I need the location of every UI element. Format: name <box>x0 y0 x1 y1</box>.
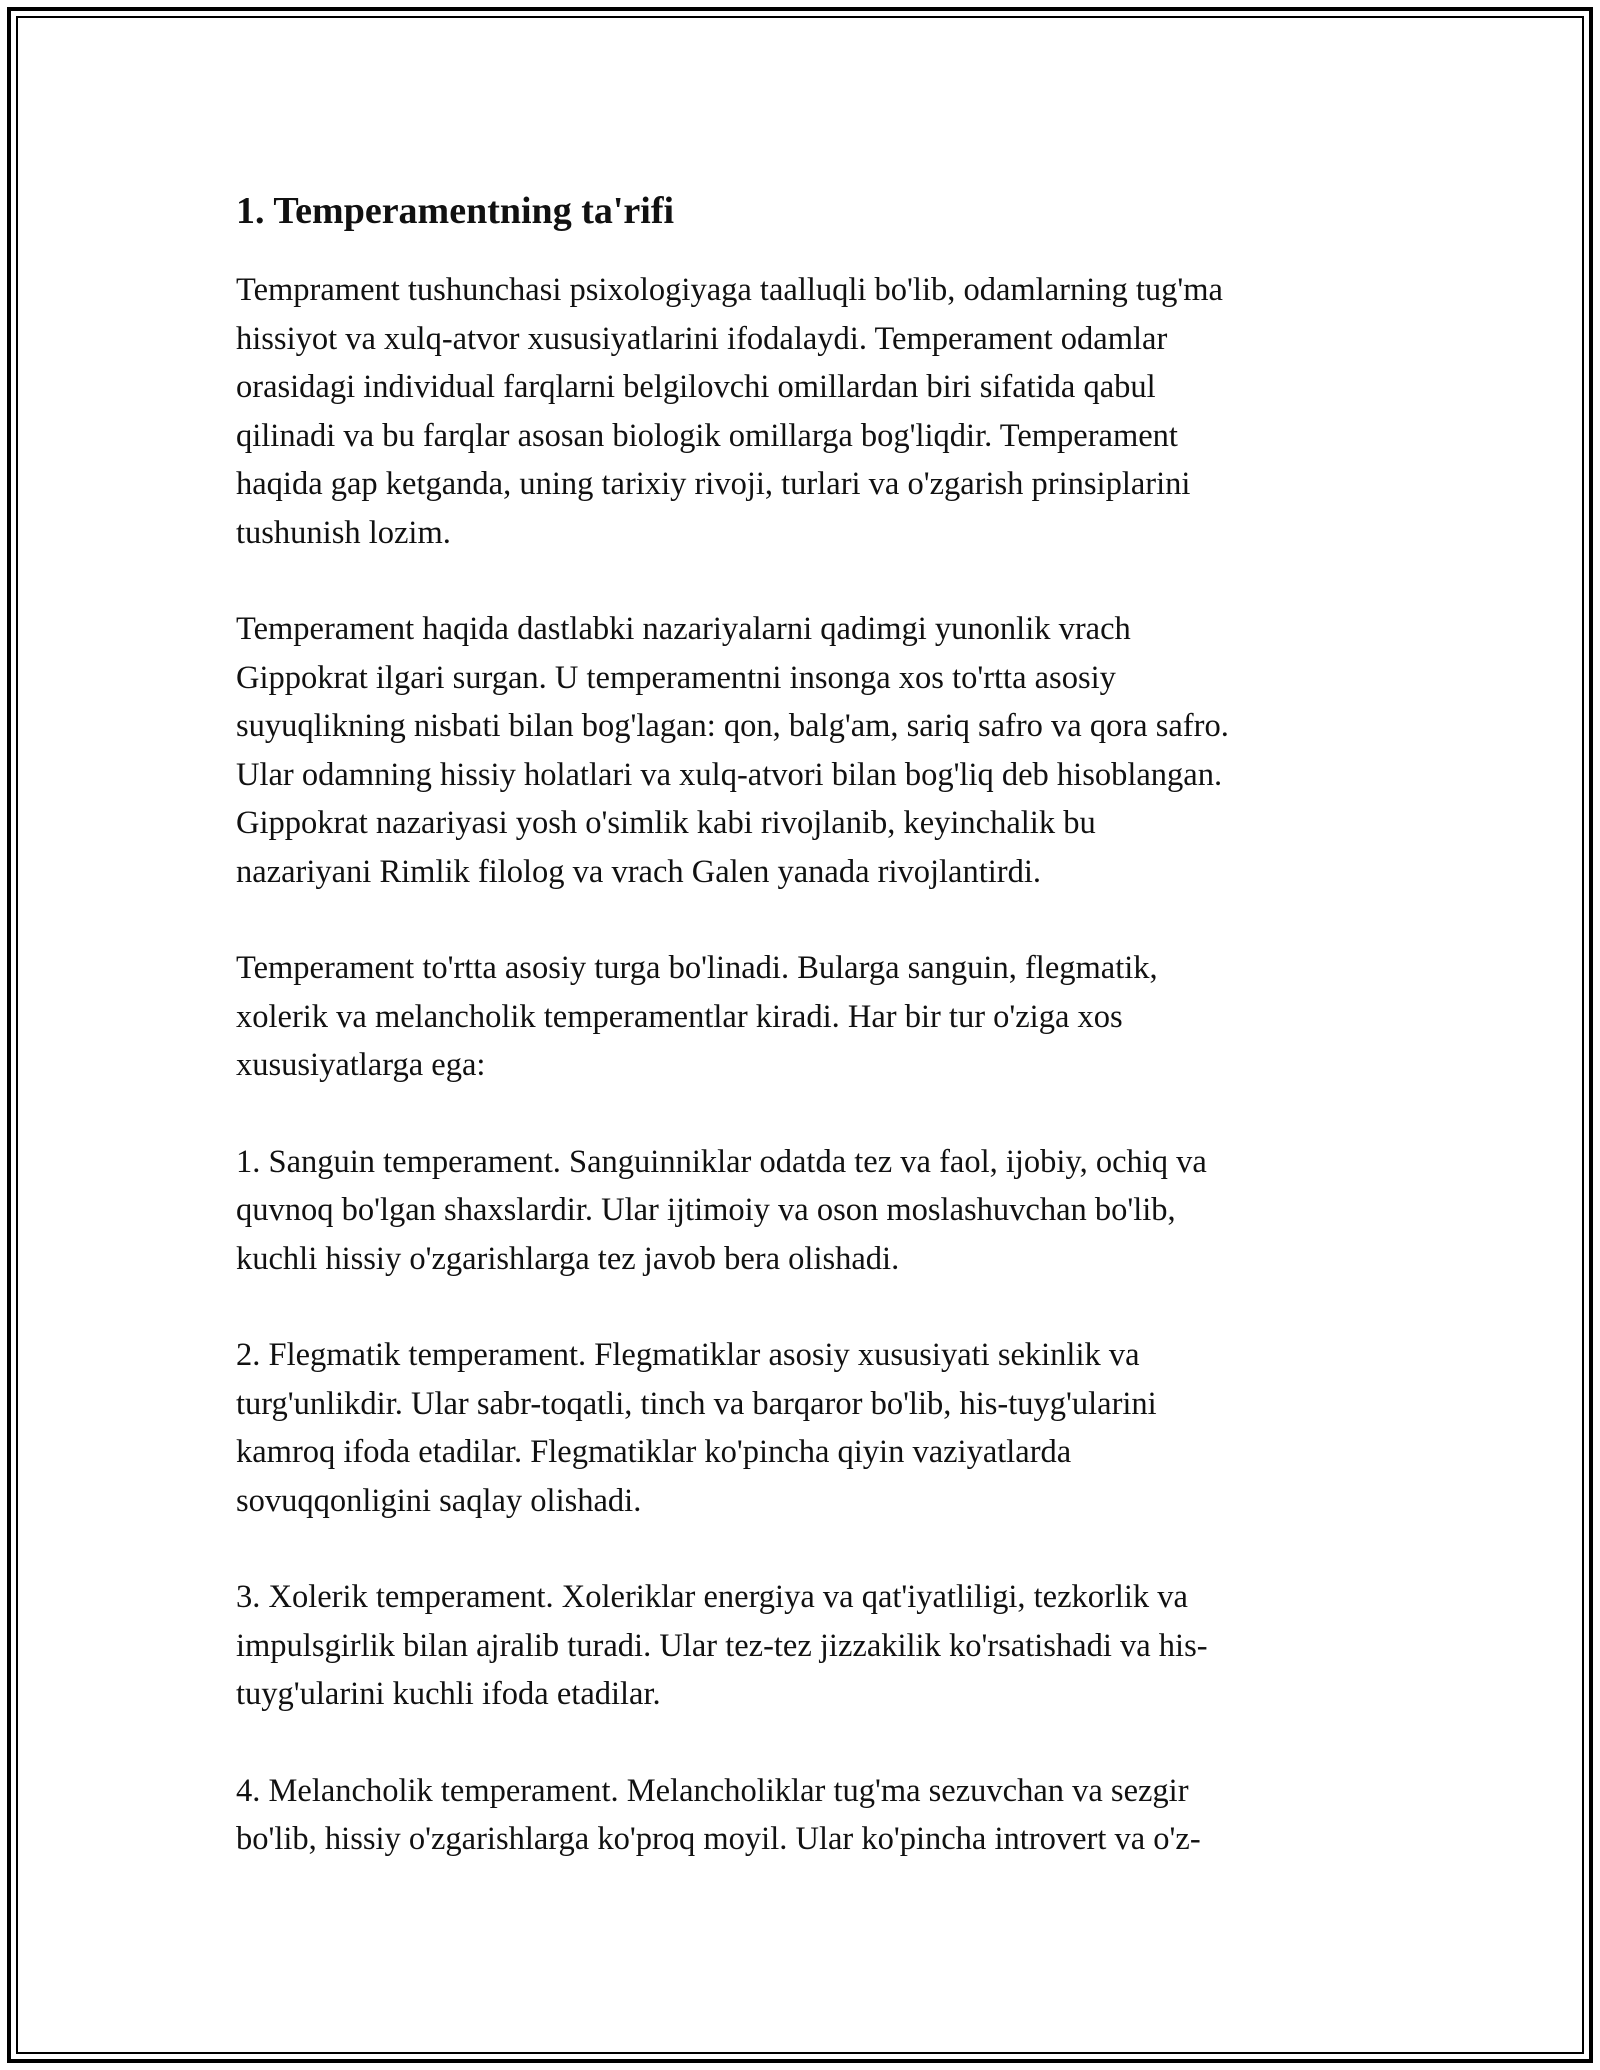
section-heading: 1. Temperamentning ta'rifi <box>236 190 675 232</box>
text-line: tuyg'ularini kuchli ifoda etadilar. <box>236 1676 661 1712</box>
paragraph <box>236 1767 1366 1864</box>
text-line: hissiyot va xulq-atvor xususiyatlarini ifodalaydi. Temperament odamlar <box>236 320 1168 357</box>
text-line: sovuqqonligini saqlay olishadi. <box>236 1482 642 1519</box>
paragraph <box>236 266 1366 557</box>
text-line: bo'lib, hissiy o'zgarishlarga ko'proq moyil. Ular ko'pincha introvert va o'z- <box>236 1821 1201 1857</box>
text-line: 2. Flegmatik temperament. Flegmatiklar asosiy xususiyati sekinlik va <box>236 1337 1140 1373</box>
text-line: xususiyatlarga ega: <box>236 1047 486 1083</box>
text-line: xolerik va melancholik temperamentlar kiradi. Har bir tur o'ziga xos <box>236 998 1123 1035</box>
text-line: nazariyani Rimlik filolog va vrach Galen yanada rivojlantirdi. <box>236 853 1042 890</box>
text-line: Gippokrat nazariyasi yosh o'simlik kabi rivojlanib, keyinchalik bu <box>236 805 1096 841</box>
paragraph <box>236 1138 1366 1284</box>
text-line: tushunish lozim. <box>236 514 451 551</box>
paragraph <box>236 605 1366 896</box>
paragraph-list <box>236 266 1366 1864</box>
text-line: Gippokrat ilgari surgan. U temperamentni insonga xos to'rtta asosiy <box>236 659 1116 696</box>
text-line: kuchli hissiy o'zgarishlarga tez javob bera olishadi. <box>236 1240 900 1277</box>
text-line: 3. Xolerik temperament. Xoleriklar energiya va qat'iyatliligi, tezkorlik va <box>236 1579 1188 1615</box>
text-line: quvnoq bo'lgan shaxslardir. Ular ijtimoiy va oson moslashuvchan bo'lib, <box>236 1192 1176 1228</box>
text-line: Temprament tushunchasi psixologiyaga taalluqli bo'lib, odamlarning tug'ma <box>236 272 1223 308</box>
paragraph <box>236 944 1366 1090</box>
text-line: Temperament haqida dastlabki nazariyalarni qadimgi yunonlik vrach <box>236 611 1131 647</box>
text-line: haqida gap ketganda, uning tarixiy rivoji, turlari va o'zgarish prinsiplarini <box>236 466 1191 502</box>
text-line: Temperament to'rtta asosiy turga bo'linadi. Bularga sanguin, flegmatik, <box>236 950 1158 986</box>
text-line: turg'unlikdir. Ular sabr-toqatli, tinch va barqaror bo'lib, his-tuyg'ularini <box>236 1385 1157 1422</box>
text-line: 1. Sanguin temperament. Sanguinniklar odatda tez va faol, ijobiy, ochiq va <box>236 1143 1207 1180</box>
text-line: kamroq ifoda etadilar. Flegmatiklar ko'pincha qiyin vaziyatlarda <box>236 1434 1072 1470</box>
text-line: impulsgirlik bilan ajralib turadi. Ular tez-tez jizzakilik ko'rsatishadi va his- <box>236 1627 1208 1664</box>
text-line: Ular odamning hissiy holatlari va xulq-atvori bilan bog'liq deb hisoblangan. <box>236 756 1223 793</box>
text-line: suyuqlikning nisbati bilan bog'lagan: qon, balg'am, sariq safro va qora safro. <box>236 708 1229 744</box>
text-line: 4. Melancholik temperament. Melancholiklar tug'ma sezuvchan va sezgir <box>236 1772 1189 1809</box>
text-line: qilinadi va bu farqlar asosan biologik omillarga bog'liqdir. Temperament <box>236 417 1178 454</box>
document-body <box>236 186 1366 1912</box>
text-line: orasidagi individual farqlarni belgilovchi omillardan biri sifatida qabul <box>236 369 1156 405</box>
paragraph <box>236 1331 1366 1525</box>
paragraph <box>236 1573 1366 1719</box>
